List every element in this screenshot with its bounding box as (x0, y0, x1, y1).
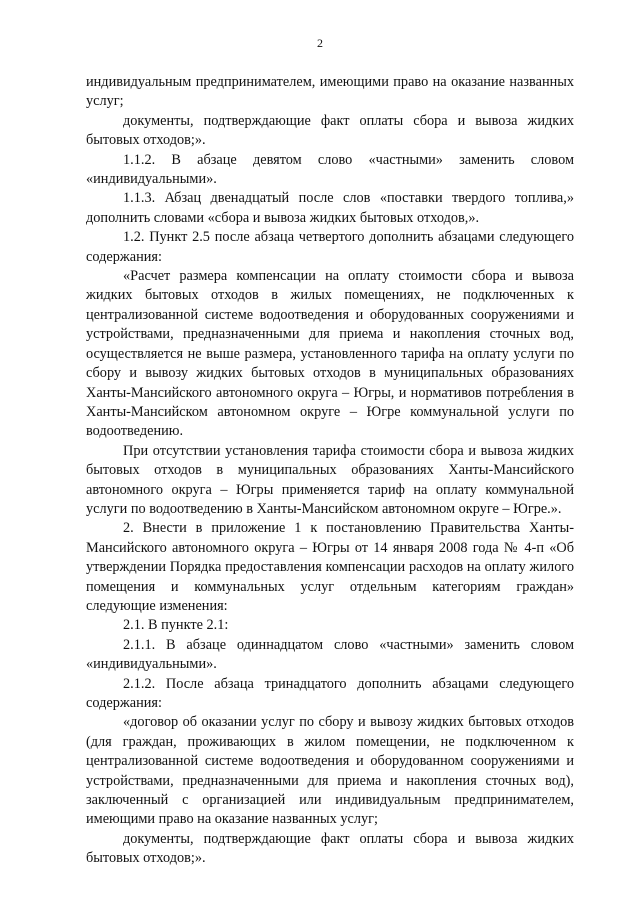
paragraph-2-1-2: 2.1.2. После абзаца тринадцатого дополнить абзацами следующего содержания: (86, 675, 574, 711)
paragraph-2: 2. Внести в приложение 1 к постановлению Правительства Ханты-Мансийского автономного округа – Югры от 14 января 2008 года № 4-п «Об утверждении Порядка предоставления компенсации расходов на оплату жилого помещения и коммунальных услуг отдельным категориям граждан» следующие изменения: (86, 520, 574, 614)
paragraph-continuation: индивидуальным предпринимателем, имеющими право на оказание названных услуг; (86, 74, 574, 110)
paragraph-1-1-3: 1.1.3. Абзац двенадцатый после слов «поставки твердого топлива,» дополнить словами «сбора и вывоза жидких бытовых отходов,». (86, 190, 574, 226)
page-number: 2 (317, 36, 323, 50)
paragraph-2-1-1: 2.1.1. В абзаце одиннадцатом слово «частными» заменить словом «индивидуальными». (86, 636, 574, 673)
paragraph-1-1-2: 1.1.2. В абзаце девятом слово «частными» заменить словом «индивидуальными». (86, 151, 574, 188)
document-body (86, 73, 574, 869)
paragraph-tariff-absence: При отсутствии установления тарифа стоимости сбора и вывоза жидких бытовых отходов в муниципальных образованиях Ханты-Мансийского автономного округа – Югры применяется тариф на оплату коммунальной услуги по водоотведению в Ханты-Мансийском автономном округе – Югре.». (86, 442, 574, 517)
paragraph: документы, подтверждающие факт оплаты сбора и вывоза жидких бытовых отходов;». (86, 112, 574, 149)
paragraph-quote-calculation: «Расчет размера компенсации на оплату стоимости сбора и вывоза жидких бытовых отходов в жилых помещениях, не подключенных к централизованной системе водоотведения и оборудованных сооружениями и устройствами, предназначенными для приема и накопления сточных вод, осуществляется не выше размера, установленного тарифа на оплату услуги по сбору и вывозу жидких бытовых отходов в муниципальных образованиях Ханты-Мансийского автономного округа – Югры, и нормативов потребления в Ханты-Мансийском автономном округе – Югре коммунальной услуги по водоотведению. (86, 268, 574, 440)
paragraph-2-1: 2.1. В пункте 2.1: (123, 617, 229, 634)
paragraph-documents: документы, подтверждающие факт оплаты сбора и вывоза жидких бытовых отходов;». (86, 830, 574, 867)
paragraph-quote-contract: «договор об оказании услуг по сбору и вывозу жидких бытовых отходов (для граждан, проживающих в жилом помещении, не подключенном к централизованной системе водоотведения и оборудованном сооружениями и устройствами, предназначенными для приема и накопления сточных вод), заключенный с организацией или индивидуальным предпринимателем, имеющими право на оказание названных услуг; (86, 714, 574, 828)
paragraph-1-2: 1.2. Пункт 2.5 после абзаца четвертого дополнить абзацами следующего содержания: (86, 229, 574, 265)
